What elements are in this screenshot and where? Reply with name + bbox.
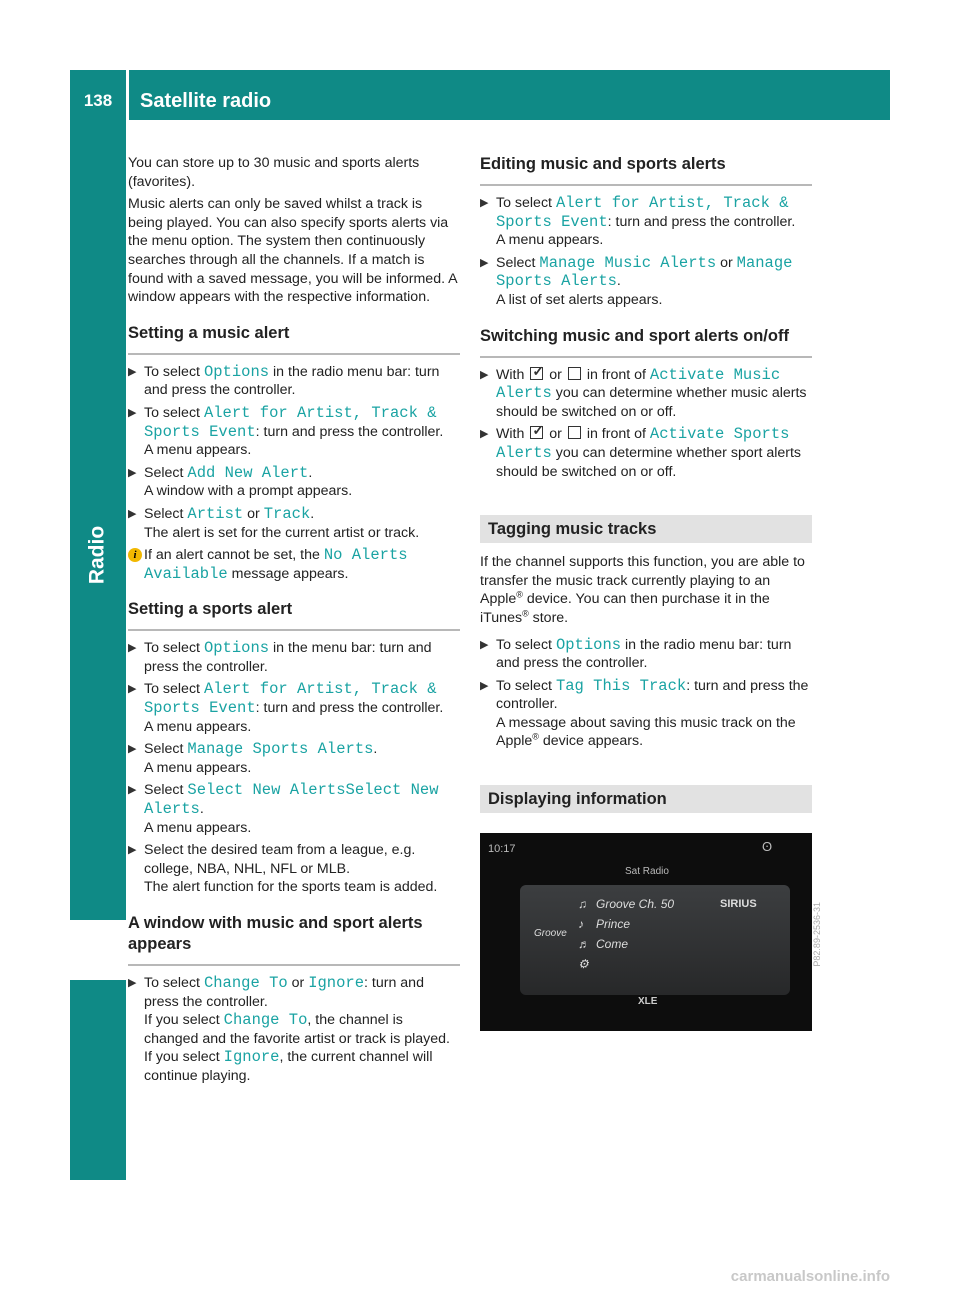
intro-paragraph: Music alerts can only be saved whilst a track is being played. You can also specify sports alerts via the menu option. The system then continuously searches through all the channels. If a match is found with a saved message, you will be informed. A window appears with the respective information.	[128, 196, 457, 306]
section-heading-tagging: Tagging music tracks	[480, 515, 812, 543]
menu-keyword: Options	[203, 362, 270, 381]
arrow-icon: ▶	[480, 638, 489, 651]
section-heading-editing: Editing music and sports alerts	[480, 154, 812, 186]
music-note-icon: ♫	[578, 897, 587, 912]
screen-title: Sat Radio	[625, 866, 669, 878]
step: ▶ To select Options in the radio menu bar: turn and press the controller.	[128, 362, 440, 399]
step: ▶ To select Alert for Artist, Track & Sports Event: turn and press the controller. A menu appears.	[128, 680, 444, 735]
step: ▶ To select Change To or Ignore: turn and press the controller. If you select Change To, the channel is changed and the favorite artist or track is played. If you select Ignore, the current channel will continue playing.	[128, 974, 450, 1084]
menu-keyword: Manage Sports Alerts	[496, 253, 793, 291]
step: ▶ To select Options in the menu bar: turn and press the controller.	[128, 639, 432, 675]
section-heading-switching: Switching music and sport alerts on/off	[480, 326, 812, 358]
step: ▶ To select Options in the radio menu bar: turn and press the controller.	[480, 635, 792, 672]
arrow-icon: ▶	[480, 679, 489, 692]
side-tab	[70, 120, 126, 1180]
screen-footer: XLE	[638, 996, 658, 1008]
menu-keyword: Activate Music Alerts	[496, 365, 781, 403]
arrow-icon: ▶	[128, 743, 137, 756]
menu-keyword: Ignore	[308, 974, 365, 992]
sports-alert-steps	[128, 639, 460, 897]
arrow-icon: ▶	[128, 977, 137, 989]
step: ▶ To select Alert for Artist, Track & Sports Event: turn and press the controller. A menu appears.	[128, 403, 444, 459]
screen-channel: Groove Ch. 50	[596, 897, 675, 912]
step: ▶ Select Manage Sports Alerts. A menu appears.	[128, 740, 378, 776]
section-heading-displaying: Displaying information	[480, 785, 812, 813]
menu-keyword: Select New AlertsSelect New Alerts	[144, 781, 439, 819]
screen-time: 10:17	[488, 843, 516, 856]
step: ▶ With ✓ or in front of Activate Music Alerts you can determine whether music alerts should be switched on or off.	[480, 366, 812, 422]
intro-paragraph: You can store up to 30 music and sports alerts (favorites).	[128, 155, 420, 190]
menu-keyword: Alert for Artist, Track & Sports Event	[496, 194, 789, 231]
bluetooth-icon: ʘ	[762, 839, 773, 855]
arrow-icon: ▶	[480, 368, 489, 381]
arrow-icon: ▶	[480, 256, 489, 269]
arrow-icon: ▶	[128, 683, 137, 696]
arrow-icon: ▶	[128, 784, 137, 797]
switching-steps	[480, 366, 812, 482]
music-alert-steps	[128, 363, 460, 542]
image-code: P82.89-2536-31	[812, 902, 823, 967]
side-tab-marker	[70, 920, 126, 980]
editing-steps	[480, 194, 812, 310]
menu-keyword: No Alerts Available	[144, 546, 408, 583]
arrow-icon: ▶	[480, 428, 489, 441]
watermark: carmanualsonline.info	[730, 1268, 890, 1285]
artist-icon: ♪	[578, 917, 584, 932]
empty-box-icon	[568, 426, 581, 439]
section-heading-music-alert: Setting a music alert	[128, 323, 460, 355]
menu-keyword: Manage Music Alerts	[539, 253, 717, 272]
screen-artist: Prince	[596, 917, 631, 932]
checked-box-icon	[530, 367, 543, 380]
page-header	[70, 70, 890, 120]
step: ▶ Select Add New Alert. A window with a prompt appears.	[128, 463, 353, 500]
header-separator	[126, 70, 129, 120]
menu-keyword: Track	[263, 504, 311, 523]
menu-keyword: Change To	[223, 1011, 308, 1030]
screen-side-label: Groove	[534, 928, 567, 940]
arrow-icon: ▶	[128, 365, 137, 378]
arrow-icon: ▶	[128, 507, 137, 520]
menu-keyword: Artist	[187, 504, 244, 523]
info-note: i If an alert cannot be set, the No Alerts Available message appears.	[128, 546, 460, 583]
menu-keyword: Add New Alert	[187, 463, 309, 482]
screen-track: Come	[596, 937, 629, 952]
step: ▶ To select Alert for Artist, Track & Sports Event: turn and press the controller. A menu appears.	[480, 194, 796, 249]
page-title: Satellite radio	[140, 90, 272, 112]
left-column	[128, 154, 460, 1090]
arrow-icon: ▶	[128, 642, 137, 655]
section-heading-window-alerts: A window with music and sport alerts appears	[128, 913, 460, 966]
brand-logo: SIRIUS	[720, 898, 757, 911]
arrow-icon: ▶	[128, 844, 137, 857]
track-icon: ♬	[578, 937, 590, 952]
menu-keyword: Options	[203, 639, 270, 658]
menu-keyword: Change To	[203, 974, 288, 992]
step: ▶ With ✓ or in front of Activate Sports Alerts you can determine whether sport alerts should be switched on or off.	[480, 425, 812, 481]
step: ▶ Select Select New AlertsSelect New Alerts. A menu appears.	[128, 781, 439, 836]
menu-keyword: Alert for Artist, Track & Sports Event	[144, 680, 437, 718]
menu-keyword: Tag This Track	[555, 676, 687, 695]
menu-keyword: Manage Sports Alerts	[187, 740, 374, 759]
step: ▶ To select Tag This Track: turn and press the controller. A message about saving this music track on the Apple® device appears.	[480, 676, 809, 750]
arrow-icon: ▶	[128, 406, 137, 419]
checked-box-icon	[530, 426, 543, 439]
right-column	[480, 154, 823, 1031]
window-alert-steps	[128, 974, 460, 1086]
side-tab-label: Radio	[85, 525, 109, 585]
arrow-icon: ▶	[128, 466, 137, 479]
menu-keyword: Alert for Artist, Track & Sports Event	[144, 403, 437, 441]
settings-icon: ⚙	[578, 957, 589, 972]
page-number: 138	[83, 91, 113, 110]
tagging-intro: If the channel supports this function, you are able to transfer the music track currently playing to an Apple® device. You can then purchase it in the iTunes® store.	[480, 554, 805, 626]
step: ▶ Select Artist or Track. The alert is set for the current artist or track.	[128, 504, 420, 541]
tagging-steps	[480, 636, 812, 752]
menu-keyword: Activate Sports Alerts	[496, 425, 790, 462]
section-heading-sports-alert: Setting a sports alert	[128, 599, 460, 631]
step: ▶ Select Manage Music Alerts or Manage Sports Alerts. A list of set alerts appears.	[480, 253, 793, 308]
empty-box-icon	[568, 367, 581, 380]
step: ▶ Select the desired team from a league, e.g. college, NBA, NHL, NFL or MLB. The alert function for the sports team is added.	[128, 842, 438, 896]
arrow-icon: ▶	[480, 197, 489, 209]
radio-screen-image	[480, 833, 823, 1031]
menu-keyword: Options	[555, 635, 622, 654]
menu-keyword: Ignore	[223, 1048, 280, 1067]
info-icon: i	[128, 548, 142, 562]
